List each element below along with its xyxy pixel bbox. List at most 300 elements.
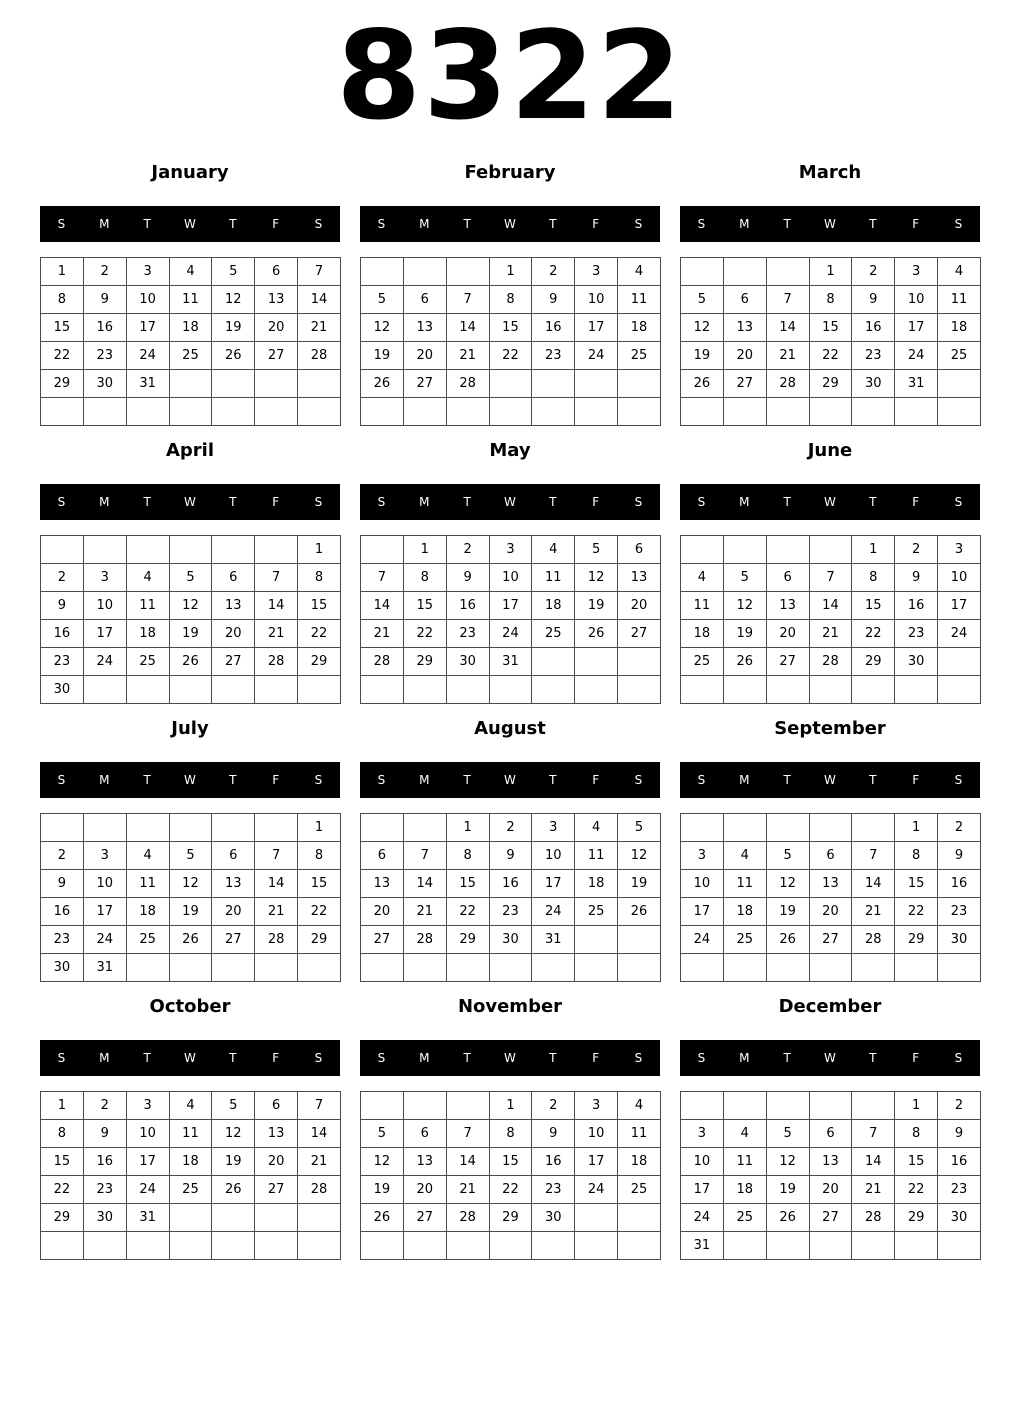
day-cell: 27 (212, 648, 255, 676)
day-cell: 3 (126, 1092, 169, 1120)
empty-day-cell (852, 954, 895, 982)
empty-day-cell (169, 676, 212, 704)
day-cell: 14 (255, 870, 298, 898)
day-cell: 27 (403, 1204, 446, 1232)
day-cell: 11 (126, 592, 169, 620)
week-row (361, 954, 661, 982)
day-cell: 6 (766, 564, 809, 592)
day-cell: 22 (298, 620, 341, 648)
day-cell: 19 (766, 1176, 809, 1204)
empty-day-cell (361, 676, 404, 704)
empty-day-cell (403, 1092, 446, 1120)
day-cell: 30 (446, 648, 489, 676)
empty-day-cell (126, 536, 169, 564)
day-cell: 11 (575, 842, 618, 870)
weekday-header (40, 484, 340, 520)
empty-day-cell (723, 1092, 766, 1120)
day-cell: 20 (809, 898, 852, 926)
weekday-label: T (229, 773, 237, 787)
day-cell: 19 (681, 342, 724, 370)
empty-day-cell (41, 398, 84, 426)
weekday-header (40, 762, 340, 798)
day-cell: 6 (361, 842, 404, 870)
day-cell: 1 (489, 1092, 532, 1120)
weekday-label: T (783, 773, 791, 787)
weekday-label: S (697, 217, 706, 231)
day-cell: 18 (575, 870, 618, 898)
day-cell: 22 (809, 342, 852, 370)
day-cell: 6 (809, 842, 852, 870)
empty-day-cell (169, 536, 212, 564)
day-cell: 15 (446, 870, 489, 898)
week-row (361, 842, 661, 870)
day-cell: 4 (575, 814, 618, 842)
empty-day-cell (212, 814, 255, 842)
week-row (41, 648, 341, 676)
day-cell: 20 (255, 314, 298, 342)
day-cell: 14 (852, 1148, 895, 1176)
empty-day-cell (126, 814, 169, 842)
day-grid (40, 1091, 341, 1260)
day-cell: 7 (403, 842, 446, 870)
day-cell: 5 (723, 564, 766, 592)
week-row (681, 1120, 981, 1148)
day-cell: 9 (41, 592, 84, 620)
day-cell: 8 (446, 842, 489, 870)
empty-day-cell (766, 954, 809, 982)
day-cell: 15 (298, 592, 341, 620)
day-cell: 7 (446, 1120, 489, 1148)
weekday-label: T (229, 1051, 237, 1065)
day-cell: 13 (212, 592, 255, 620)
day-cell: 7 (255, 842, 298, 870)
day-cell: 2 (532, 258, 575, 286)
week-row (361, 592, 661, 620)
day-cell: 3 (681, 842, 724, 870)
day-cell: 26 (723, 648, 766, 676)
empty-day-cell (532, 370, 575, 398)
empty-day-cell (446, 1232, 489, 1260)
day-grid (40, 257, 341, 426)
day-cell: 5 (361, 286, 404, 314)
day-cell: 17 (489, 592, 532, 620)
empty-day-cell (489, 676, 532, 704)
weekday-label: S (634, 773, 643, 787)
weekday-label: S (314, 217, 323, 231)
day-cell: 24 (532, 898, 575, 926)
day-cell: 12 (361, 314, 404, 342)
empty-day-cell (403, 676, 446, 704)
empty-day-cell (938, 370, 981, 398)
day-cell: 20 (212, 898, 255, 926)
weekday-label: F (272, 773, 280, 787)
day-cell: 24 (895, 342, 938, 370)
week-row (681, 870, 981, 898)
day-cell: 7 (766, 286, 809, 314)
weekday-header (680, 1040, 980, 1076)
day-cell: 28 (255, 926, 298, 954)
empty-day-cell (446, 954, 489, 982)
week-row (361, 926, 661, 954)
empty-day-cell (255, 1204, 298, 1232)
day-cell: 19 (575, 592, 618, 620)
day-cell: 10 (83, 870, 126, 898)
day-cell: 11 (169, 1120, 212, 1148)
empty-day-cell (681, 814, 724, 842)
day-cell: 28 (446, 370, 489, 398)
day-cell: 13 (255, 286, 298, 314)
day-cell: 27 (212, 926, 255, 954)
empty-day-cell (361, 536, 404, 564)
day-cell: 1 (895, 814, 938, 842)
weekday-label: S (377, 773, 386, 787)
day-cell: 3 (489, 536, 532, 564)
empty-day-cell (852, 398, 895, 426)
empty-day-cell (618, 648, 661, 676)
weekday-label: W (824, 773, 836, 787)
day-cell: 1 (41, 258, 84, 286)
month-name: July (171, 718, 209, 739)
empty-day-cell (255, 370, 298, 398)
weekday-label: M (739, 217, 750, 231)
day-cell: 22 (852, 620, 895, 648)
empty-day-cell (255, 536, 298, 564)
day-cell: 4 (169, 1092, 212, 1120)
empty-day-cell (766, 536, 809, 564)
weekday-label: M (739, 1051, 750, 1065)
weekday-label: F (912, 495, 920, 509)
day-cell: 19 (169, 898, 212, 926)
day-cell: 29 (895, 1204, 938, 1232)
weekday-label: M (99, 773, 110, 787)
day-cell: 4 (618, 1092, 661, 1120)
day-cell: 18 (723, 898, 766, 926)
empty-day-cell (403, 1232, 446, 1260)
week-row (41, 926, 341, 954)
day-cell: 22 (403, 620, 446, 648)
day-cell: 25 (618, 1176, 661, 1204)
week-row (361, 1176, 661, 1204)
day-cell: 22 (895, 1176, 938, 1204)
day-cell: 26 (766, 1204, 809, 1232)
day-cell: 19 (169, 620, 212, 648)
empty-day-cell (575, 398, 618, 426)
day-cell: 18 (126, 898, 169, 926)
empty-day-cell (169, 1232, 212, 1260)
week-row (41, 314, 341, 342)
empty-day-cell (723, 676, 766, 704)
week-row (41, 1204, 341, 1232)
day-cell: 25 (169, 342, 212, 370)
day-cell: 20 (766, 620, 809, 648)
day-grid (680, 813, 981, 982)
day-cell: 22 (489, 1176, 532, 1204)
day-cell: 26 (766, 926, 809, 954)
weekday-label: W (504, 495, 516, 509)
week-row (361, 1120, 661, 1148)
day-cell: 20 (618, 592, 661, 620)
day-grid (40, 813, 341, 982)
day-cell: 13 (766, 592, 809, 620)
day-cell: 10 (575, 1120, 618, 1148)
day-cell: 18 (938, 314, 981, 342)
day-cell: 31 (489, 648, 532, 676)
weekday-label: S (634, 1051, 643, 1065)
day-cell: 27 (618, 620, 661, 648)
empty-day-cell (255, 398, 298, 426)
day-cell: 29 (41, 1204, 84, 1232)
day-cell: 22 (895, 898, 938, 926)
weekday-label: T (143, 217, 151, 231)
day-cell: 11 (126, 870, 169, 898)
day-cell: 25 (938, 342, 981, 370)
weekday-label: T (869, 495, 877, 509)
day-cell: 4 (723, 1120, 766, 1148)
empty-day-cell (575, 1232, 618, 1260)
day-cell: 16 (532, 1148, 575, 1176)
day-cell: 11 (681, 592, 724, 620)
day-cell: 15 (489, 1148, 532, 1176)
weekday-label: S (697, 1051, 706, 1065)
day-cell: 18 (169, 1148, 212, 1176)
day-cell: 6 (809, 1120, 852, 1148)
day-cell: 12 (575, 564, 618, 592)
day-cell: 5 (618, 814, 661, 842)
weekday-header (360, 484, 660, 520)
empty-day-cell (169, 370, 212, 398)
day-cell: 14 (446, 1148, 489, 1176)
day-cell: 21 (298, 314, 341, 342)
day-cell: 12 (212, 286, 255, 314)
weekday-label: M (739, 773, 750, 787)
day-cell: 5 (681, 286, 724, 314)
week-row (681, 1148, 981, 1176)
weekday-label: T (869, 217, 877, 231)
weekday-label: S (377, 217, 386, 231)
day-cell: 4 (169, 258, 212, 286)
day-cell: 21 (446, 1176, 489, 1204)
day-cell: 28 (298, 1176, 341, 1204)
day-cell: 19 (766, 898, 809, 926)
day-cell: 25 (532, 620, 575, 648)
empty-day-cell (618, 370, 661, 398)
empty-day-cell (766, 1092, 809, 1120)
day-cell: 17 (126, 314, 169, 342)
weekday-label: T (783, 495, 791, 509)
day-cell: 15 (41, 314, 84, 342)
day-cell: 10 (681, 870, 724, 898)
empty-day-cell (681, 1092, 724, 1120)
empty-day-cell (403, 398, 446, 426)
day-cell: 27 (809, 1204, 852, 1232)
empty-day-cell (809, 676, 852, 704)
week-row (681, 398, 981, 426)
day-cell: 10 (895, 286, 938, 314)
day-cell: 27 (766, 648, 809, 676)
weekday-label: W (504, 773, 516, 787)
day-cell: 26 (361, 1204, 404, 1232)
weekday-label: T (143, 773, 151, 787)
day-cell: 28 (852, 1204, 895, 1232)
day-cell: 16 (852, 314, 895, 342)
day-cell: 28 (361, 648, 404, 676)
empty-day-cell (489, 1232, 532, 1260)
day-cell: 12 (212, 1120, 255, 1148)
day-cell: 16 (938, 1148, 981, 1176)
day-cell: 16 (532, 314, 575, 342)
week-row (681, 370, 981, 398)
day-cell: 25 (618, 342, 661, 370)
empty-day-cell (532, 676, 575, 704)
month-name: August (474, 718, 546, 739)
week-row (681, 1176, 981, 1204)
empty-day-cell (212, 954, 255, 982)
empty-day-cell (723, 536, 766, 564)
empty-day-cell (446, 676, 489, 704)
year-title: 8322 (336, 5, 684, 147)
day-cell: 1 (895, 1092, 938, 1120)
empty-day-cell (212, 1204, 255, 1232)
week-row (681, 592, 981, 620)
weekday-label: T (549, 1051, 557, 1065)
weekday-header (360, 1040, 660, 1076)
day-cell: 10 (681, 1148, 724, 1176)
weekday-label: S (954, 773, 963, 787)
day-cell: 19 (361, 1176, 404, 1204)
day-cell: 21 (852, 898, 895, 926)
week-row (361, 870, 661, 898)
empty-day-cell (298, 1204, 341, 1232)
empty-day-cell (361, 814, 404, 842)
day-cell: 13 (255, 1120, 298, 1148)
empty-day-cell (361, 258, 404, 286)
week-row (361, 342, 661, 370)
day-cell: 12 (169, 870, 212, 898)
week-row (361, 370, 661, 398)
day-cell: 19 (361, 342, 404, 370)
day-cell: 16 (41, 620, 84, 648)
day-cell: 14 (298, 1120, 341, 1148)
day-cell: 22 (41, 342, 84, 370)
day-cell: 23 (83, 342, 126, 370)
empty-day-cell (126, 676, 169, 704)
weekday-label: T (143, 495, 151, 509)
day-cell: 1 (809, 258, 852, 286)
empty-day-cell (575, 1204, 618, 1232)
week-row (361, 676, 661, 704)
day-cell: 18 (723, 1176, 766, 1204)
day-cell: 6 (255, 1092, 298, 1120)
empty-day-cell (361, 1092, 404, 1120)
day-cell: 23 (41, 648, 84, 676)
day-cell: 3 (938, 536, 981, 564)
empty-day-cell (723, 1232, 766, 1260)
day-cell: 16 (489, 870, 532, 898)
week-row (681, 676, 981, 704)
empty-day-cell (681, 676, 724, 704)
month-name: February (464, 162, 556, 183)
week-row (361, 1232, 661, 1260)
weekday-label: F (592, 1051, 600, 1065)
day-grid (40, 535, 341, 704)
empty-day-cell (83, 398, 126, 426)
weekday-label: S (954, 217, 963, 231)
week-row (681, 286, 981, 314)
weekday-header (40, 1040, 340, 1076)
empty-day-cell (723, 814, 766, 842)
day-cell: 23 (489, 898, 532, 926)
day-cell: 30 (852, 370, 895, 398)
day-cell: 4 (126, 564, 169, 592)
empty-day-cell (41, 536, 84, 564)
weekday-label: T (783, 1051, 791, 1065)
empty-day-cell (212, 536, 255, 564)
day-cell: 17 (532, 870, 575, 898)
day-cell: 13 (809, 870, 852, 898)
empty-day-cell (532, 398, 575, 426)
day-cell: 21 (809, 620, 852, 648)
weekday-label: F (272, 217, 280, 231)
day-cell: 15 (41, 1148, 84, 1176)
week-row (41, 870, 341, 898)
week-row (361, 1204, 661, 1232)
week-row (681, 814, 981, 842)
weekday-label: F (912, 217, 920, 231)
empty-day-cell (83, 1232, 126, 1260)
day-cell: 18 (532, 592, 575, 620)
day-cell: 22 (41, 1176, 84, 1204)
day-cell: 17 (83, 620, 126, 648)
day-cell: 25 (126, 926, 169, 954)
day-cell: 23 (532, 342, 575, 370)
day-cell: 23 (938, 898, 981, 926)
weekday-label: F (592, 773, 600, 787)
weekday-label: W (824, 217, 836, 231)
day-grid (360, 1091, 661, 1260)
day-cell: 9 (852, 286, 895, 314)
empty-day-cell (83, 676, 126, 704)
day-cell: 24 (681, 1204, 724, 1232)
day-cell: 20 (809, 1176, 852, 1204)
day-cell: 6 (212, 564, 255, 592)
day-cell: 25 (723, 926, 766, 954)
month-name: January (151, 162, 229, 183)
day-cell: 3 (895, 258, 938, 286)
empty-day-cell (169, 814, 212, 842)
day-cell: 30 (41, 954, 84, 982)
day-cell: 8 (489, 286, 532, 314)
day-cell: 24 (83, 648, 126, 676)
week-row (681, 898, 981, 926)
day-cell: 26 (361, 370, 404, 398)
empty-day-cell (809, 1232, 852, 1260)
week-row (41, 1092, 341, 1120)
day-grid (680, 257, 981, 426)
day-cell: 7 (852, 1120, 895, 1148)
empty-day-cell (255, 814, 298, 842)
month-name: May (489, 440, 531, 461)
day-cell: 20 (255, 1148, 298, 1176)
empty-day-cell (489, 370, 532, 398)
week-row (41, 676, 341, 704)
empty-day-cell (766, 814, 809, 842)
day-cell: 29 (895, 926, 938, 954)
empty-day-cell (575, 370, 618, 398)
day-cell: 8 (403, 564, 446, 592)
empty-day-cell (255, 954, 298, 982)
day-cell: 25 (681, 648, 724, 676)
day-cell: 31 (126, 1204, 169, 1232)
